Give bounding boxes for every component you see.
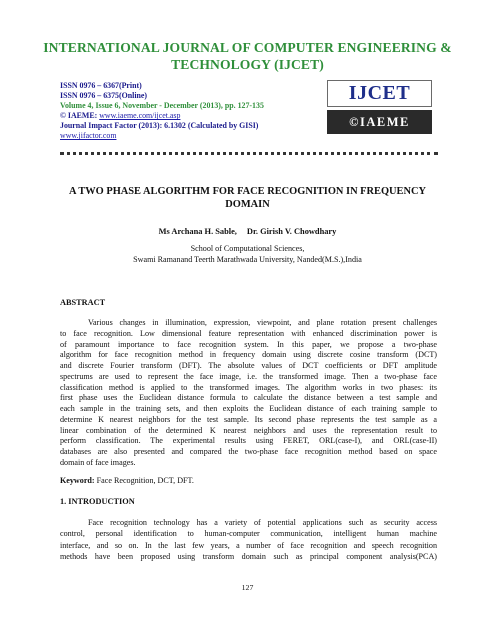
affiliation [60,244,435,265]
ijcet-logo [327,80,432,134]
author-2: Dr. Girish V. Chowdhary [246,227,337,236]
abstract-heading: ABSTRACT [60,298,106,307]
introduction-heading: 1. INTRODUCTION [60,497,135,506]
page-number: 127 [241,583,254,592]
issn-print: ISSN 0976 – 6367(Print) [60,81,142,90]
abstract-line: determine K nearest neighbors for the test sample. Its second phase represents the test sample as a [60,414,437,424]
abstract-line: linear combination of the determined K nearest neighbors and uses the representation result to [60,425,437,435]
keywords-label: Keyword: [60,476,95,485]
abstract-line: domain of face images. [60,457,136,467]
abstract-line: and discrete Fourier transform (DFT). The absolute values of DCT coefficients or DFT amplitude [60,361,437,370]
impact-factor: Journal Impact Factor (2013): 6.1302 (Calculated by GISI) [60,121,259,131]
journal-title-line-1: INTERNATIONAL JOURNAL OF COMPUTER ENGINEERING & [43,40,452,55]
journal-title [40,39,455,73]
keywords [60,476,194,485]
affiliation-line-1: School of Computational Sciences, [190,244,305,253]
header-divider [60,152,438,155]
logo-ijcet-text: IJCET [327,80,432,107]
abstract-line: classification method is applied to the transformed images. The algorithm works in two phases: its [60,382,437,392]
journal-title-line-2: TECHNOLOGY (IJCET) [171,57,324,72]
abstract-line: spectrums are used to represent the face image, i.e. the transformed image. Then a two-phase face [60,371,437,381]
author-1: Ms Archana H. Sable, [158,227,237,236]
affiliation-line-2: Swami Ramanand Teerth Marathwada University, Nanded(M.S.),India [133,254,362,264]
abstract-line: of paramount importance to face recognition system. In this paper, we propose a two-phase [60,339,437,349]
introduction-line: Face recognition technology has a variety of potential applications such as security access [88,518,437,527]
iaeme-line [60,111,330,121]
authors [60,226,435,237]
issn-online: ISSN 0976 – 6375(Online) [60,91,148,101]
introduction-line: methods have been proposed using transform domain such as principal component analysis(PCA) [60,552,437,562]
introduction-line: interface, and so on. In the last few years, a number of face recognition and speech recognition [60,540,437,550]
abstract-body [60,318,437,469]
logo-iaeme-text: ©IAEME [327,110,432,134]
iaeme-prefix: © IAEME: [60,111,100,121]
journal-metadata [60,81,330,142]
paper-title-line-1: A TWO PHASE ALGORITHM FOR FACE RECOGNITION IN FREQUENCY [69,186,426,197]
paper-title [55,185,440,211]
abstract-line: to face recognition. Low dimensional feature representation with enhanced discrimination power is [60,328,437,338]
introduction-line: control, personal identification to human-computer communication, intelligent human machine [60,529,437,539]
abstract-line: databases are also presented and compared the two-phase face recognition method based on space [60,447,437,456]
jifactor-link[interactable]: www.jifactor.com [60,131,117,141]
abstract-line: Various changes in illumination, expression, viewpoint, and plane rotation present challenges [88,318,437,327]
iaeme-link[interactable]: www.iaeme.com/ijcet.asp [99,111,181,121]
abstract-line: perform classification. The experimental results using FERET, ORL(case-I), and ORL(case-II) [60,436,437,446]
introduction-body [60,517,437,563]
abstract-line: algorithm for face recognition method in frequency domain using discrete cosine transform (DCT) [60,350,437,360]
jifactor-line [60,131,330,141]
issue-info: Volume 4, Issue 6, November - December (2013), pp. 127-135 [60,101,264,111]
abstract-line: first phase uses the Euclidean distance formula to calculate the distance between a test sample and [60,393,437,403]
keywords-text: Face Recognition, DCT, DFT. [94,476,194,485]
paper-title-line-2: DOMAIN [225,199,270,210]
abstract-line: each sample in the training sets, and then exploits the Euclidean distance of each training sample to [60,404,437,413]
